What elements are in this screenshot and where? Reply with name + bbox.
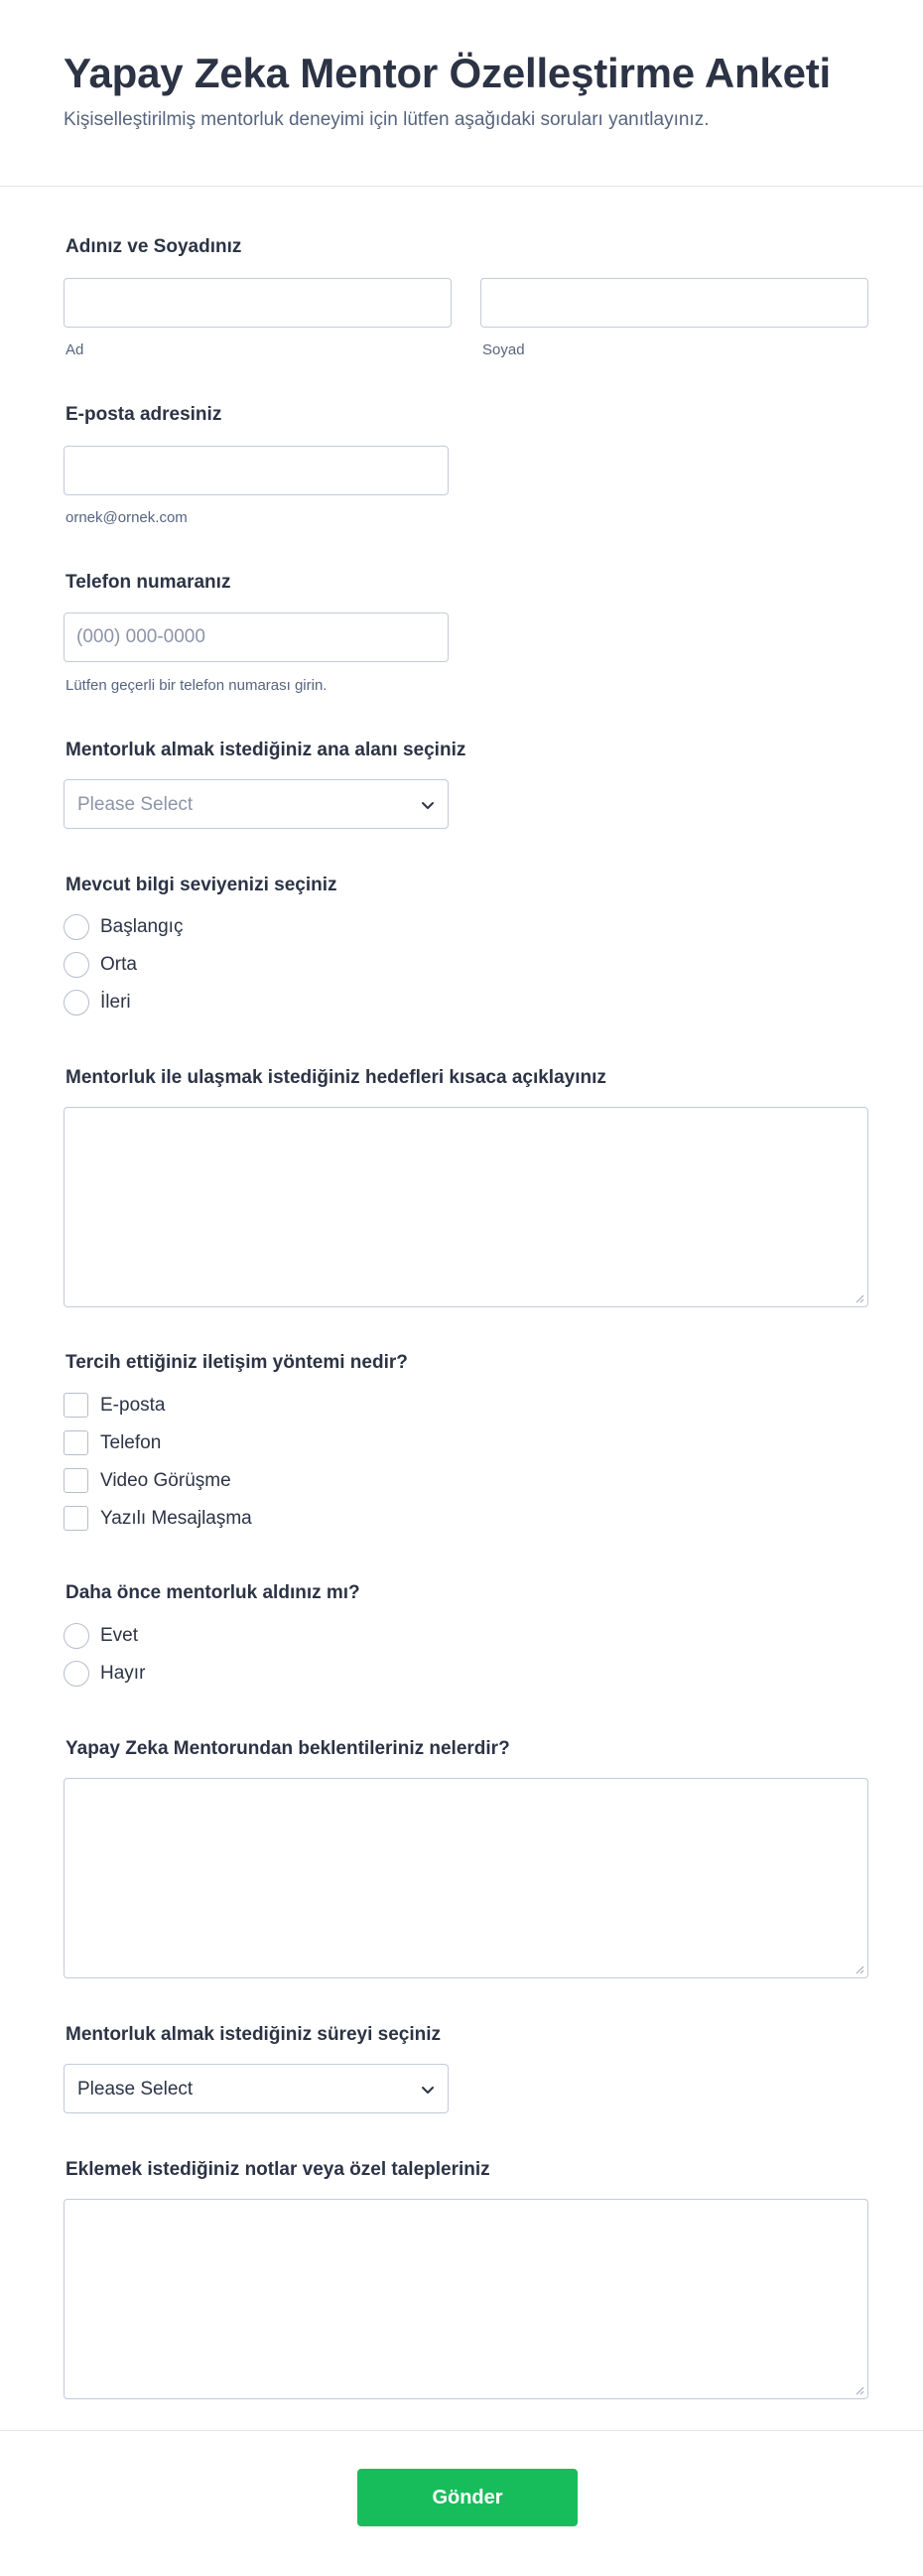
level-option-label: Orta <box>100 954 137 975</box>
radio-button[interactable] <box>64 1623 89 1649</box>
duration-label: Mentorluk almak istediğiniz süreyi seçiniz <box>66 2024 442 2045</box>
email-label: E-posta adresiniz <box>66 404 222 425</box>
email-sublabel: ornek@ornek.com <box>66 509 188 526</box>
resize-handle-icon[interactable] <box>853 1291 864 1303</box>
page-subtitle: Kişiselleştirilmiş mentorluk deneyimi için lütfen aşağıdaki soruları yanıtlayınız. <box>64 109 710 130</box>
last-name-input[interactable] <box>480 278 868 328</box>
email-input[interactable] <box>64 446 449 495</box>
level-option-label: Başlangıç <box>100 916 184 937</box>
last-name-sublabel: Soyad <box>482 341 525 358</box>
checkbox[interactable] <box>64 1468 88 1493</box>
name-label: Adınız ve Soyadınız <box>66 236 242 257</box>
phone-label: Telefon numaranız <box>66 572 231 593</box>
contact-option-label: Video Görüşme <box>100 1470 231 1491</box>
duration-select-value: Please Select <box>77 2079 194 2100</box>
goals-label: Mentorluk ile ulaşmak istediğiniz hedefleri kısaca açıklayınız <box>66 1067 606 1088</box>
contact-option-label: Telefon <box>100 1432 162 1453</box>
prior-option-label: Hayır <box>100 1663 146 1684</box>
checkbox[interactable] <box>64 1506 88 1531</box>
notes-label: Eklemek istediğiniz notlar veya özel talepleriniz <box>66 2159 490 2180</box>
contact-option-label: E-posta <box>100 1395 166 1416</box>
first-name-sublabel: Ad <box>66 341 84 358</box>
radio-button[interactable] <box>64 914 89 940</box>
chevron-down-icon <box>418 2080 438 2100</box>
resize-handle-icon[interactable] <box>853 2383 864 2395</box>
level-option-label: İleri <box>100 992 131 1013</box>
chevron-down-icon <box>418 795 438 815</box>
prior-option-label: Evet <box>100 1625 139 1646</box>
goals-textarea[interactable] <box>64 1107 868 1307</box>
radio-button[interactable] <box>64 1661 89 1687</box>
page-title: Yapay Zeka Mentor Özelleştirme Anketi <box>64 50 832 96</box>
checkbox[interactable] <box>64 1430 88 1455</box>
expectations-textarea[interactable] <box>64 1778 868 1978</box>
prior-label: Daha önce mentorluk aldınız mı? <box>66 1582 360 1603</box>
area-label: Mentorluk almak istediğiniz ana alanı seçiniz <box>66 740 466 760</box>
phone-input[interactable] <box>64 612 449 662</box>
contact-label: Tercih ettiğiniz iletişim yöntemi nedir? <box>66 1352 408 1373</box>
form-header <box>0 0 923 187</box>
level-label: Mevcut bilgi seviyenizi seçiniz <box>66 875 337 895</box>
contact-option-label: Yazılı Mesajlaşma <box>100 1508 252 1529</box>
first-name-input[interactable] <box>64 278 452 328</box>
submit-button[interactable]: Gönder <box>357 2469 578 2526</box>
area-select-value: Please Select <box>77 794 194 815</box>
duration-select[interactable] <box>64 2064 449 2113</box>
checkbox[interactable] <box>64 1393 88 1418</box>
form-footer <box>0 2430 923 2576</box>
resize-handle-icon[interactable] <box>853 1963 864 1974</box>
radio-button[interactable] <box>64 990 89 1016</box>
radio-button[interactable] <box>64 952 89 978</box>
phone-sublabel: Lütfen geçerli bir telefon numarası girin. <box>66 677 328 694</box>
notes-textarea[interactable] <box>64 2199 868 2399</box>
area-select[interactable] <box>64 779 449 829</box>
expectations-label: Yapay Zeka Mentorundan beklentileriniz nelerdir? <box>66 1738 510 1759</box>
